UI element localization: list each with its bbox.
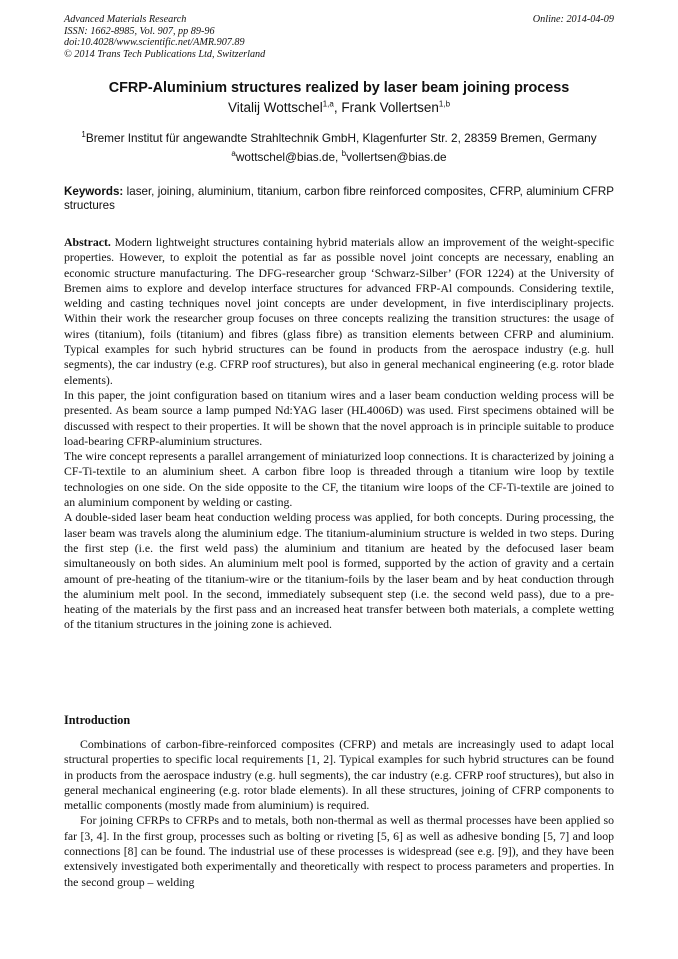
abstract-paragraph-1 xyxy=(64,235,614,388)
issn-line: ISSN: 1662-8985, Vol. 907, pp 89-96 xyxy=(64,25,215,37)
affiliation xyxy=(64,131,614,145)
copyright-line: © 2014 Trans Tech Publications Ltd, Switzerland xyxy=(64,48,266,60)
introduction-body xyxy=(64,737,614,890)
keywords-block xyxy=(64,185,614,213)
author-line xyxy=(64,100,614,115)
email-b-sup: b xyxy=(341,149,347,159)
affiliation-text: Bremer Institut für angewandte Strahltechnik GmbH, Klagenfurter Str. 2, 28359 Bremen, Germany xyxy=(85,131,597,145)
paper-title: CFRP-Aluminium structures realized by laser beam joining process xyxy=(108,80,570,96)
introduction-heading: Introduction xyxy=(64,713,131,727)
journal-header xyxy=(64,14,614,60)
keywords-label: Keywords: xyxy=(64,185,124,198)
abstract-p1-text: Modern lightweight structures containing hybrid materials allow an improvement of the weight-specific properties. However, to exploit the potential as far as possible novel joint concepts are necessary, enabling an economic structure manufacturing. The DFG-researcher group ‘Schwarz-Silber’ (FOR 1224) at the University of Bremen aims to explore and develop interface structures for advanced FRP-Al compounds. Considering textile, welding and casting techniques novel joint concepts are under development, in five interdisciplinary projects. Within their work the researcher group focuses on three concepts realizing the transition structures: the usage of wires (titanium), foils (titanium) and fibres (glass fibre) as transition elements between CFRP and aluminium. Typical examples for such hybrid structures can be found in products from the aerospace industry (e.g. hull segments), the car industry (e.g. CFRP roof structures), but also in general mechanical engineering (e.g. rotor blade elements). xyxy=(64,235,614,387)
abstract-paragraph-2: In this paper, the joint configuration based on titanium wires and a laser beam conduction welding process will be presented. As beam source a lamp pumped Nd:YAG laser (HL4006D) was used. First specimens obtained will be discussed with respect to their properties. It will be shown that the novel approach is in principle suitable to produce load-bearing CFRP-aluminium structures. xyxy=(64,387,614,448)
journal-name: Advanced Materials Research xyxy=(64,14,187,25)
affiliation-sup: 1 xyxy=(81,130,86,140)
intro-paragraph-1: Combinations of carbon-fibre-reinforced composites (CFRP) and metals are increasingly used to adapt local structural properties to specific local requirements [1, 2]. Typical examples for such hybrid structures can be found in products from the aerospace industry (e.g. hull segments), the car industry (e.g. CFRP roof structures), but also in general mechanical engineering (e.g. rotor blade elements). In all these structures, joining of CFRP components to metallic components (mostly made from aluminium) is required. xyxy=(64,737,614,813)
email-line xyxy=(64,150,614,164)
abstract-label: Abstract. xyxy=(64,235,111,249)
author-1-sup: 1,a xyxy=(322,99,334,109)
online-date: Online: 2014-04-09 xyxy=(532,14,614,25)
author-2-sup: 1,b xyxy=(438,99,451,109)
doi-line: doi:10.4028/www.scientific.net/AMR.907.89 xyxy=(64,37,245,49)
abstract-paragraph-3: The wire concept represents a parallel arrangement of miniaturized loop connections. It is characterized by joining a CF-Ti-textile to an aluminium sheet. A carbon fibre loop is threaded through a titanium wire loop by textile technologies on one side. On the side opposite to the CF, the titanium wire loops of the CF-Ti-textile are joined to an aluminium component by welding or casting. xyxy=(64,449,614,510)
author-separator: , xyxy=(333,100,342,115)
intro-paragraph-2: For joining CFRPs to CFRPs and to metals, both non-thermal as well as thermal processes have been applied so far [3, 4]. In the first group, processes such as bolting or riveting [5, 6] as well as adhesive bonding [5, 7] and loop connections [8] can be found. The industrial use of these processes is widespread (see e.g. [9]), and they have been extensively investigated both experimentally and theoretically with respect to process parameters and properties. In the second group – welding xyxy=(64,813,614,889)
author-1-name: Vitalij Wottschel xyxy=(227,100,323,115)
email-a[interactable]: wottschel@bias.de, xyxy=(235,150,342,164)
keywords-text: laser, joining, aluminium, titanium, carbon fibre reinforced composites, CFRP, aluminium CFRP structures xyxy=(64,185,614,212)
abstract-paragraph-4: A double-sided laser beam heat conduction welding process was applied, for both concepts. During processing, the laser beam was travels along the aluminium edge. The titanium-aluminium structure is welded in two steps. During the first step (i.e. the first weld pass) the aluminium and titanium are heated by the defocused laser beam simultaneously on both sides. An aluminium melt pool is formed, supported by the action of gravity and a certain amount of pre-heating of the titanium-wire or the titanium-foils by the laser beam and by heat conduction through the aluminium melt pool. In the second, immediately subsequent step (i.e. the second weld pass), due to a pre-heating of the materials by the first pass and an increased heat transfer between both materials, a complete wetting of the titanium structures in the joining zone is achieved. xyxy=(64,510,614,632)
email-a-sup: a xyxy=(231,149,236,159)
email-b[interactable]: vollertsen@bias.de xyxy=(346,150,447,164)
author-2-name: Frank Vollertsen xyxy=(341,100,439,115)
abstract-block xyxy=(64,235,614,633)
